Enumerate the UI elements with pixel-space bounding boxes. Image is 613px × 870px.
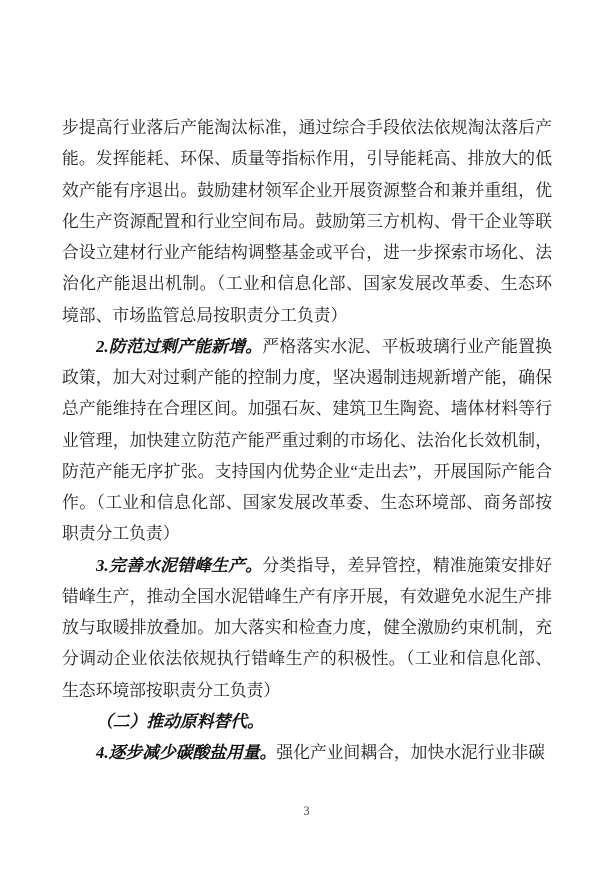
paragraph-lead: 2.防范过剩产能新增。 — [96, 336, 263, 356]
paragraph-item-3 — [62, 550, 552, 706]
paragraph-text: 严格落实水泥、平板玻璃行业产能置换政策，加大对过剩产能的控制力度，坚决遏制违规新增产能，确保总产能维持在合理区间。加强石灰、建筑卫生陶瓷、墙体材料等行业管理，加快建立防范产能严重过剩的市场化、法治化长效机制，防范产能无序扩张。支持国内优势企业“走出去”，开展国际产能合作。（工业和信息化部、国家发展改革委、生态环境部、商务部按职责分工负责） — [62, 336, 552, 544]
paragraph-text: 分类指导，差异管控，精准施策安排好错峰生产，推动全国水泥错峰生产有序开展，有效避免水泥生产排放与取暖排放叠加。加大落实和检查力度，健全激励约束机制，充分调动企业依法依规执行错峰生产的积极性。（工业和信息化部、生态环境部按职责分工负责） — [62, 555, 552, 700]
paragraph-text: 步提高行业落后产能淘汰标准，通过综合手段依法依规淘汰落后产能。发挥能耗、环保、质量等指标作用，引导能耗高、排放大的低效产能有序退出。鼓励建材领军企业开展资源整合和兼并重组，优化生产资源配置和行业空间布局。鼓励第三方机构、骨干企业等联合设立建材行业产能结构调整基金或平台，进一步探索市场化、法治化产能退出机制。（工业和信息化部、国家发展改革委、生态环境部、市场监管总局按职责分工负责） — [62, 118, 552, 325]
document-body — [62, 112, 552, 768]
paragraph-item-4 — [62, 737, 552, 768]
paragraph-continuation — [62, 112, 552, 331]
section-heading — [62, 706, 552, 737]
paragraph-lead: 4.逐步减少碳酸盐用量。 — [96, 743, 277, 762]
paragraph-item-2 — [62, 331, 552, 550]
section-heading-label: （二）推动原料替代。 — [96, 711, 264, 731]
paragraph-text: 强化产业间耦合，加快水泥行业非碳 — [276, 743, 545, 762]
page-number: 3 — [303, 804, 310, 818]
paragraph-lead: 3.完善水泥错峰生产。 — [96, 555, 263, 575]
